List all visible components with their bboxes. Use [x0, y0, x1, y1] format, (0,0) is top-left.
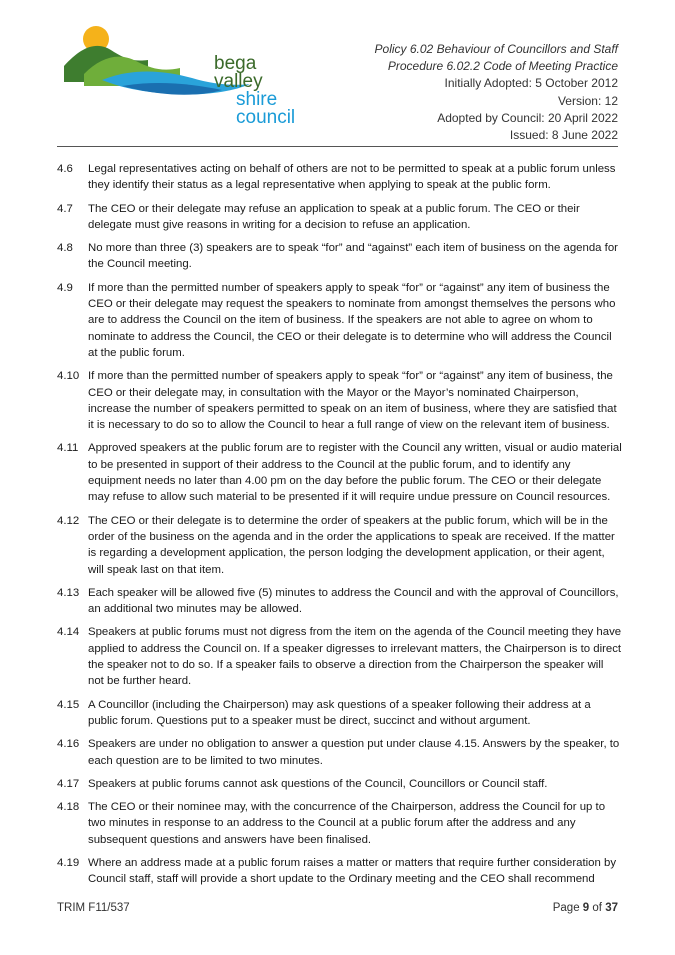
clause-text: No more than three (3) speakers are to speak “for” and “against” each item of business on the agenda for the Council meeting.	[88, 242, 618, 271]
clause-item	[57, 513, 622, 578]
clause-text: Speakers at public forums cannot ask questions of the Council, Councillors or Council staff.	[88, 777, 548, 790]
clause-item	[57, 240, 622, 273]
clause-number: 4.13	[57, 586, 80, 599]
total-pages: 37	[605, 902, 618, 914]
clause-number: 4.6	[57, 163, 73, 175]
procedure-title: Procedure 6.02.2 Code of Meeting Practice	[387, 59, 618, 74]
clause-item	[57, 776, 622, 792]
initially-adopted: Initially Adopted: 5 October 2012	[444, 76, 618, 91]
clause-text: A Councillor (including the Chairperson) may ask questions of a speaker following their address at a public forum. Questions put to a speaker must be direct, succinct and without argument.	[88, 698, 591, 727]
adopted-date: Adopted by Council: 20 April 2022	[437, 110, 618, 125]
clause-item	[57, 440, 622, 505]
trim-reference: TRIM F11/537	[57, 902, 130, 914]
clause-text: If more than the permitted number of speakers apply to speak “for” or “against” any item of business, the CEO or their delegate may, in consultation with the Mayor or the Mayor’s nominated Chairperson, increase the number of speakers permitted to speak on an item of business, where they are satisfied that it is necessary to do so to allow the Council to hear a full range of view on the relevant item of business.	[88, 370, 617, 432]
clause-text: Approved speakers at the public forum are to register with the Council any written, visual or audio material to be presented in support of their address to the Council at the public forum, and to identify any equipment needs no later than 4.00 pm on the day before the public forum. The CEO or their delegate may refuse to allow such material to be presented if it will require undue pressure on Council resources.	[88, 442, 622, 504]
clause-item	[57, 201, 622, 234]
logo-line-2: shire council	[236, 89, 296, 128]
page-number	[553, 902, 618, 914]
issued-date: Issued: 8 June 2022	[509, 128, 618, 143]
clause-number: 4.8	[57, 242, 73, 255]
clause-item	[57, 697, 622, 730]
clause-number: 4.14	[57, 626, 80, 639]
clause-text: Legal representatives acting on behalf of others are not to be permitted to speak at a public forum unless they identify their status as a legal representative when applying to speak at the public form.	[88, 163, 616, 192]
clause-number: 4.10	[57, 370, 80, 383]
clause-item	[57, 161, 622, 194]
clause-item	[57, 368, 622, 433]
clause-number: 4.18	[57, 801, 80, 814]
header-divider	[57, 146, 618, 147]
document-header	[318, 41, 618, 144]
council-logo	[62, 22, 296, 128]
version: Version: 12	[557, 93, 618, 108]
clause-text: Each speaker will be allowed five (5) minutes to address the Council and with the approval of Councillors, an additional two minutes may be allowed.	[88, 586, 619, 616]
clause-number: 4.16	[57, 738, 80, 751]
logo-line-1: bega valley	[214, 53, 263, 92]
clause-text: Where an address made at a public forum raises a matter or matters that require further consideration by Council staff, staff will provide a short update to the Ordinary meeting and the CEO shall recommend	[88, 856, 617, 886]
clause-number: 4.17	[57, 777, 80, 790]
policy-title: Policy 6.02 Behaviour of Councillors and Staff	[374, 42, 618, 56]
clause-text: The CEO or their nominee may, with the concurrence of the Chairperson, address the Council for up to two minutes in response to an address to the Council at a public forum after the address and any subsequent questions and answers have been finalised.	[88, 801, 606, 846]
clause-item	[57, 855, 622, 888]
clause-number: 4.19	[57, 856, 80, 869]
clause-number: 4.15	[57, 698, 80, 711]
clause-item	[57, 799, 622, 848]
page-label: Page	[552, 902, 580, 914]
clause-item	[57, 736, 622, 769]
clause-text: Speakers at public forums must not digress from the item on the agenda of the Council meeting they have applied to address the Council on. If a speaker digresses to irrelevant matters, the Chairperson is to direct the speaker not to do so. If a speaker fails to observe a direction from the Chairperson the speaker will not be further heard.	[88, 626, 622, 688]
clause-number: 4.11	[57, 442, 79, 455]
logo-wordmark	[214, 55, 295, 127]
clause-text: Speakers are under no obligation to answer a question put under clause 4.15. Answers by the speaker, to each question are to be limited to two minutes.	[88, 738, 620, 767]
of-label: of	[592, 902, 602, 914]
current-page: 9	[582, 902, 590, 914]
clause-item	[57, 624, 622, 689]
clause-item	[57, 280, 622, 361]
clause-text: The CEO or their delegate may refuse an application to speak at a public forum. The CEO or their delegate must give reasons in writing for a decision to refuse an application.	[88, 202, 580, 231]
clause-number: 4.9	[57, 281, 73, 294]
clause-item	[57, 585, 622, 618]
clause-number: 4.12	[57, 514, 80, 527]
clause-list	[57, 161, 622, 895]
clause-text: If more than the permitted number of speakers apply to speak “for” or “against” any item of business the CEO or their delegate may request the speakers to nominate from amongst themselves the persons who are to address the Council on the item of business. If the speakers are not able to agree on whom to nominate to address the Council, the CEO or their delegate is to determine who will address the Council at the public forum.	[88, 281, 616, 359]
clause-text: The CEO or their delegate is to determine the order of speakers at the public forum, which will be in the order of the business on the agenda and in the order the applications to speak are received. If the matter is regarding a development application, the person lodging the development application, or their agent, will speak last on that item.	[88, 514, 615, 576]
clause-number: 4.7	[57, 202, 73, 215]
